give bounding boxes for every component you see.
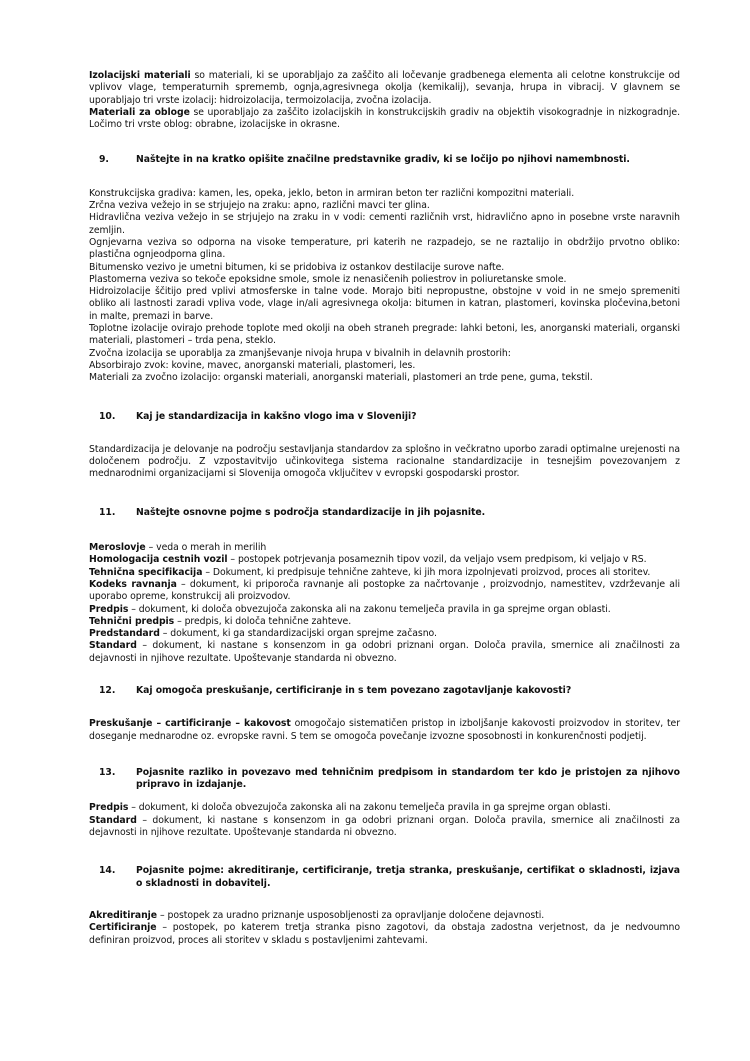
definition-item: [89, 616, 680, 628]
document-page: [89, 70, 680, 947]
section-13: [89, 767, 680, 839]
term: Kodeks ravnanja: [89, 578, 177, 590]
definition-item: [89, 910, 680, 922]
definition: – Dokument, ki predpisuje tehnične zahteve, ki jih mora izpolnjevati proizvod, proces ali storitev.: [202, 566, 651, 578]
question-number: 14.: [99, 865, 116, 877]
answer-line: Absorbirajo zvok: kovine, mavec, anorganski materiali, plastomeri, les.: [89, 359, 416, 371]
question-text: Pojasnite razliko in povezavo med tehničnim predpisom in standardom ter kdo je pristojen za njihovo pripravo in izdajanje.: [136, 766, 680, 791]
question-number: 11.: [99, 506, 116, 518]
question-number: 13.: [99, 766, 116, 778]
answer-line: Hidravlična veziva vežejo in se strjujejo na zraku in v vodi: cementi različnih vrst, hidravlično apno in posebne vrste naravnih zemljin.: [89, 212, 680, 236]
question-text: Naštejte in na kratko opišite značilne predstavnike gradiv, ki se ločijo po njihovi namembnosti.: [136, 154, 630, 166]
definition: – predpis, ki določa tehnične zahteve.: [174, 615, 352, 627]
term: Predstandard: [89, 628, 160, 640]
question-heading: [89, 154, 680, 166]
term: Predpis: [89, 603, 129, 615]
question-text: Pojasnite pojme: akreditiranje, certificiranje, tretja stranka, preskušanje, certifikat o skladnosti, izjava o skladnosti in dobavitelj.: [136, 865, 680, 889]
question-number: 9.: [99, 154, 109, 166]
term: Preskušanje – cartificiranje – kakovost: [89, 718, 291, 730]
definition-item: [89, 628, 680, 640]
section-14: [89, 865, 680, 946]
spacer: [89, 519, 680, 542]
question-text: Kaj je standardizacija in kakšno vlogo ima v Sloveniji?: [136, 410, 417, 422]
definition: – postopek za uradno priznanje usposobljenosti za opravljanje določene dejavnosti.: [157, 909, 545, 921]
term: Predpis: [89, 802, 129, 814]
definition: – dokument, ki določa obvezujoča zakonska ali na zakonu temelječa pravila in ga sprejme organ oblasti.: [128, 802, 611, 814]
spacer: [89, 743, 680, 767]
spacer: [89, 890, 680, 910]
definition: – postopek, po katerem tretja stranka pisno zagotovi, da obstaja zadostna verjetnost, da je nedvoumno definiran proizvod, proces ali storitev v skladu s postavljenimi zahtevami.: [89, 922, 680, 946]
answer-line: Zrčna veziva vežejo in se strjujejo na zraku: apno, različni mavci ter glina.: [89, 200, 430, 212]
term: Homologacija cestnih vozil: [89, 554, 228, 566]
answer-line: Konstrukcijska gradiva: kamen, les, opeka, jeklo, beton in armiran beton ter različni kompozitni materiali.: [89, 187, 575, 199]
spacer: [89, 791, 680, 802]
term: Akreditiranje: [89, 909, 158, 921]
definition-item: [89, 640, 680, 665]
section-10: [89, 411, 680, 481]
definition: se uporabljajo za zaščito izolacijskih in konstrukcijskih gradiv na objektih visokogradnje in nizkogradnje. Ločimo tri vrste oblog: obrabne, izolacijske in okrasne.: [89, 106, 680, 131]
answer-line: Hidroizolacije ščitijo pred vplivi atmosferske in talne vode. Morajo biti nepropustne, obstojne v void in ne smejo spremeniti obliko ali lastnosti zaradi vpliva vode, vlage in/ali agresivnega okolja: bitumen in katran, plastomeri, kovinska pločevina,betoni in malte, premazi in barve.: [89, 286, 680, 322]
answer-line: Toplotne izolacije ovirajo prehode toplote med okolji na obeh straneh pregrade: lahki betoni, les, anorganski materiali, organski materiali, plastomeri – trda pena, steklo.: [89, 323, 680, 347]
definition-item: [89, 718, 680, 743]
question-text: Kaj omogoča preskušanje, certificiranje in s tem povezano zagotavljanje kakovosti?: [136, 684, 572, 696]
definition-item: [89, 579, 680, 604]
term: Tehnični predpis: [89, 615, 175, 627]
definition: – postopek potrjevanja posameznih tipov vozil, da veljajo vsem predpisom, ki veljajo v RS.: [227, 554, 647, 566]
definition: – dokument, ki nastane s konsenzom in ga odobri priznani organ. Določa pravila, smernice ali značilnosti za dejavnosti in njihove rezultate. Upoštevanje standarda ni obvezno.: [89, 640, 680, 664]
question-heading: [89, 685, 680, 697]
term: Izolacijski materiali: [89, 70, 191, 81]
spacer: [89, 167, 680, 188]
spacer: [89, 131, 680, 154]
definition: – veda o merah in merilih: [145, 542, 267, 554]
answer-line: Ognjevarna veziva so odporna na visoke temperature, pri katerih ne razpadejo, se ne raztalijo in obdržijo prvotno obliko: plastična ognjeodporna glina.: [89, 236, 680, 261]
term: Standard: [89, 640, 137, 652]
section-11: [89, 507, 680, 665]
definition: – dokument, ki nastane s konsenzom in ga odobri priznani organ. Določa pravila, smernice ali značilnosti za dejavnosti in njihove rezultate. Upoštevanje standarda ni obvezno.: [89, 814, 680, 839]
term: Certificiranje: [89, 922, 157, 934]
question-number: 12.: [99, 684, 116, 696]
definition-item: [89, 554, 680, 566]
definition-item: [89, 604, 680, 616]
spacer: [89, 839, 680, 865]
answer-line: Standardizacija je delovanje na področju sestavljanja standardov za splošno in večkratno uporbo zaradi optimalne urejenosti na določenem področju. Z vzpostavitvijo učinkovitega sistema racionalne standardizacije in tesnejšim povezovanjem z mednarodnimi organizacijami si Slovenija omogoča vključitev v evropski gospodarski prostor.: [89, 443, 680, 480]
question-heading: [89, 507, 680, 519]
spacer: [89, 665, 680, 685]
answer-line: Materiali za zvočno izolacijo: organski materiali, anorganski materiali, plastomeri an trde pene, guma, tekstil.: [89, 372, 593, 384]
term: Materiali za obloge: [89, 106, 190, 118]
definition-item: [89, 815, 680, 840]
definition-item: [89, 802, 680, 814]
question-number: 10.: [99, 410, 116, 422]
spacer: [89, 697, 680, 718]
answer-line: Zvočna izolacija se uporablja za zmanjševanje nivoja hrupa v bivalnih in delavnih prostorih:: [89, 347, 511, 359]
paragraph: [89, 70, 680, 107]
definition: – dokument, ki določa obvezujoča zakonska ali na zakonu temelječa pravila in ga sprejme organ oblasti.: [128, 603, 611, 615]
question-heading: [89, 865, 680, 890]
term: Standard: [89, 814, 137, 826]
intro-block: [89, 70, 680, 131]
spacer: [89, 385, 680, 411]
question-heading: [89, 767, 680, 792]
definition: so materiali, ki se uporabljajo za zaščito ali ločevanje gradbenega elementa ali celotne konstrukcije od vplivov vlage, temperaturnih sprememb, ognja,agresivnega okolja (kemikalij), sevanja, hrupa in vibracij. V glavnem se uporabljajo tri vrste izolacij: hidroizolacija, termoizolacija, zvočna izolacija.: [89, 70, 680, 106]
spacer: [89, 423, 680, 444]
term: Meroslovje: [89, 542, 146, 554]
section-9: [89, 154, 680, 384]
spacer: [89, 481, 680, 507]
definition: – dokument, ki ga standardizacijski organ sprejme začasno.: [159, 628, 437, 640]
definition-item: [89, 922, 680, 947]
term: Tehnična specifikacija: [89, 566, 203, 578]
definition: – dokument, ki priporoča ravnanje ali postopke za načrtovanje , proizvodnjo, namestitev, vzdrževanje ali uporabo opreme, konstrukcij ali proizvodov.: [89, 578, 680, 603]
section-12: [89, 685, 680, 743]
paragraph: [89, 107, 680, 132]
definition: omogočajo sistematičen pristop in izboljšanje kakovosti proizvodov in storitev, ter doseganje mednarodne oz. evropske ravni. S tem se omogoča povečanje izvozne sposobnosti in konkurenčnosti podjetij.: [89, 718, 680, 742]
definition-item: [89, 567, 680, 579]
answer-line: Bitumensko vezivo je umetni bitumen, ki se pridobiva iz ostankov destilacije surove nafte.: [89, 261, 505, 273]
question-text: Naštejte osnovne pojme s področja standardizacije in jih pojasnite.: [136, 506, 486, 518]
answer-line: Plastomerna veziva so tekoče epoksidne smole, smole iz nenasičenih poliestrov in poliuretanske smole.: [89, 273, 567, 285]
question-heading: [89, 411, 680, 423]
definition-item: [89, 542, 680, 554]
